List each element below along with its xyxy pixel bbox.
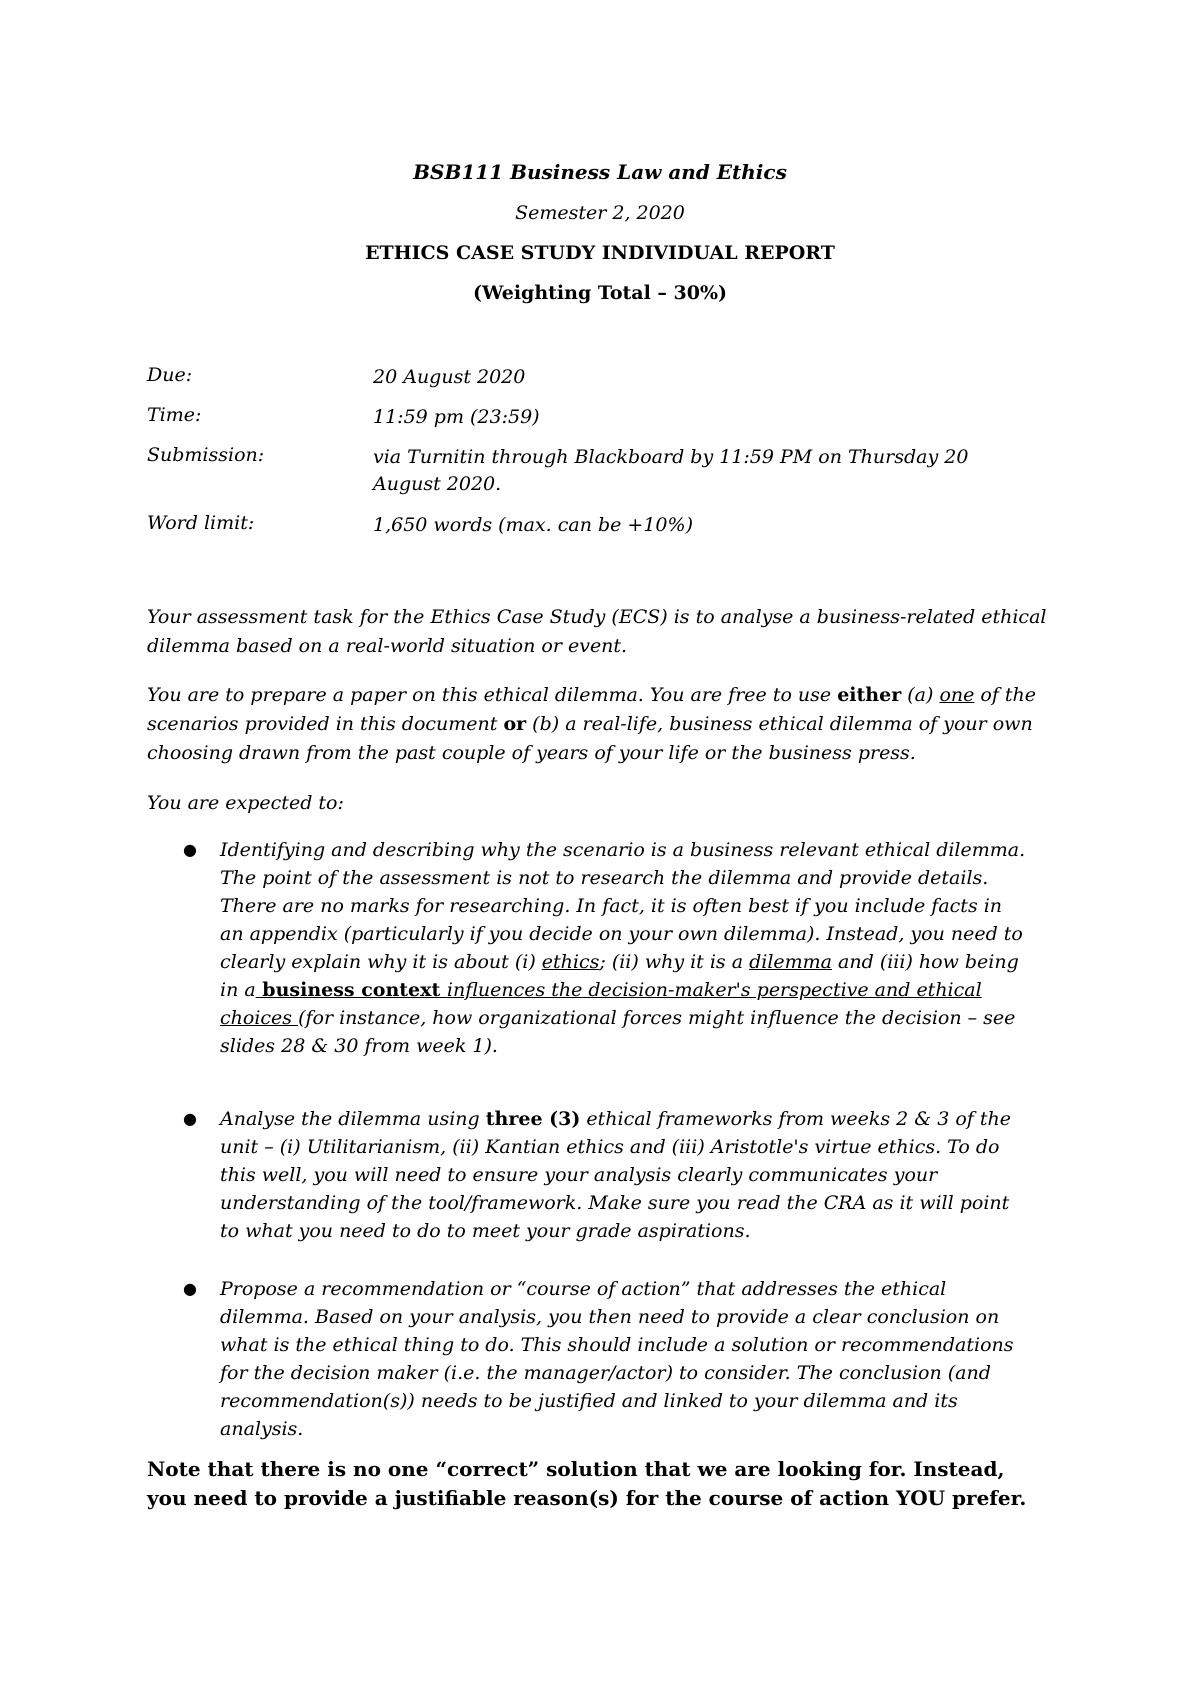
intro-text-1: Your assessment task for the Ethics Case Study (ECS) is to analyse a business-related ethical dilemma based on a real-world situation or event. — [147, 606, 1047, 657]
intro-text-2b: (a) — [901, 684, 940, 706]
intro-text-2a: You are to prepare a paper on this ethical dilemma. You are free to use — [147, 684, 838, 706]
ethics-emphasis: ethics — [541, 951, 600, 973]
intro-paragraph-2 — [147, 681, 1047, 768]
course-title: BSB111 Business Law and Ethics — [413, 160, 787, 184]
report-title: ETHICS CASE STUDY INDIVIDUAL REPORT — [365, 242, 835, 264]
semester: Semester 2, 2020 — [515, 202, 685, 224]
bullet-1d: influences the decision-maker's perspective and ethical choices — [220, 979, 982, 1029]
time-label: Time: — [147, 404, 202, 426]
bullet-icon: ● — [183, 1109, 197, 1128]
word-limit-value: 1,650 words (max. can be +10%) — [373, 514, 693, 536]
bullet-2-text — [220, 1105, 1028, 1245]
bullet-2b: ethical frameworks from weeks 2 & 3 of the unit – (i) Utilitarianism, (ii) Kantian ethics and (iii) Aristotle's virtue ethics. To do this well, you will need to ensure your analysis clearly communicates your understanding of the tool/framework. Make sure you read the CRA as it will point to what you need to do to meet your grade aspirations. — [220, 1108, 1011, 1242]
bullet-3-text: Propose a recommendation or “course of action” that addresses the ethical dilemma. Based on your analysis, you then need to provide a clear conclusion on what is the ethical thing to do. This should include a solution or recommendations for the decision maker (i.e. the manager/actor) to consider. The conclusion (and recommendation(s)) needs to be justified and linked to your dilemma and its analysis. — [220, 1278, 1014, 1440]
intro-paragraph-1 — [147, 603, 1047, 661]
intro-text-2c: of the scenarios provided in this document — [147, 684, 1037, 735]
submission-value: via Turnitin through Blackboard by 11:59 PM on Thursday 20 August 2020. — [373, 446, 969, 495]
expected-to-text: You are expected to: — [147, 792, 344, 814]
submission-label: Submission: — [147, 444, 265, 466]
bullet-1e: (for instance, how organizational forces might influence the decision – see slides 28 & 30 from week 1). — [220, 1007, 1016, 1057]
note-paragraph: Note that there is no one “correct” solution that we are looking for. Instead, you need to provide a justifiable reason(s) for the course of action YOU prefer. — [147, 1457, 1027, 1510]
bullet-1c: and (iii) how being in a — [220, 951, 1019, 1001]
dilemma-emphasis: dilemma — [749, 951, 833, 973]
bullet-1a: Identifying and describing why the scenario is a business relevant ethical dilemma. The point of the assessment is not to research the dilemma and provide details. There are no marks for researching. In fact, it is often best if you include facts in an appendix (particularly if you decide on your own dilemma). Instead, you need to clearly explain why it is about (i) — [220, 839, 1026, 973]
bullet-icon: ● — [183, 1279, 197, 1298]
time-value: 11:59 pm (23:59) — [373, 406, 540, 428]
or-emphasis: or — [503, 713, 527, 735]
either-emphasis: either — [837, 684, 902, 706]
intro-text-2 — [147, 681, 1047, 768]
one-emphasis: one — [939, 684, 975, 706]
due-label: Due: — [147, 364, 193, 386]
weighting: (Weighting Total – 30%) — [472, 282, 728, 304]
business-context-emphasis: business context — [255, 979, 447, 1001]
intro-paragraph-3 — [147, 789, 1047, 818]
bullet-1b: ; (ii) why it is a — [599, 951, 750, 973]
intro-text-2d: (b) a real-life, business ethical dilemma of your own choosing drawn from the past couple of years of your life or the business press. — [147, 713, 1033, 764]
word-limit-label: Word limit: — [147, 512, 255, 534]
bullet-icon: ● — [183, 840, 197, 859]
bullet-1-text — [220, 836, 1028, 1060]
three-emphasis: three (3) — [485, 1108, 581, 1130]
due-value: 20 August 2020 — [373, 366, 526, 388]
bullet-2a: Analyse the dilemma using — [220, 1108, 486, 1130]
